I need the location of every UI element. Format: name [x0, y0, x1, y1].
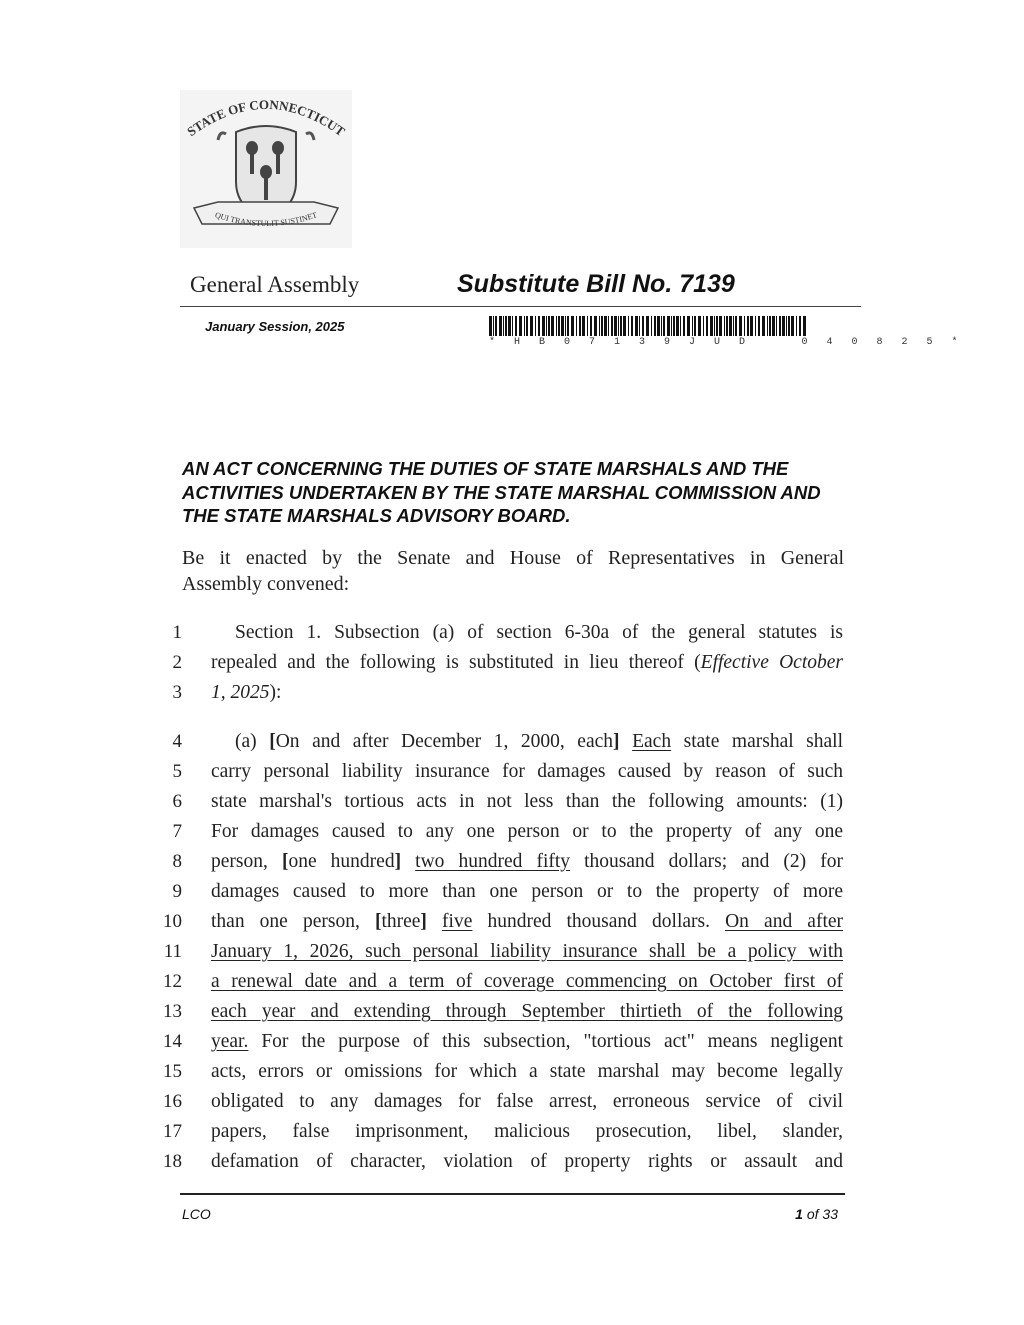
barcode-bar [716, 316, 718, 336]
bill-line [150, 679, 850, 707]
barcode-bar [767, 316, 768, 336]
barcode-bar [788, 316, 790, 336]
barcode-bar [495, 316, 497, 336]
line-number: 7 [172, 821, 182, 842]
line-segment: carry personal liability insurance for damages caused by reason of such [211, 761, 843, 782]
barcode-bar [726, 316, 728, 336]
line-segment: person, [211, 851, 282, 872]
line-number: 4 [172, 731, 182, 752]
line-text [211, 818, 843, 846]
barcode-bar [515, 316, 517, 336]
line-number: 3 [172, 682, 182, 703]
barcode-bar [608, 316, 609, 336]
line-text [211, 1118, 843, 1146]
barcode-bar [779, 316, 781, 336]
line-text [211, 619, 843, 647]
barcode-bar [594, 316, 597, 336]
barcode-bar [631, 316, 633, 336]
barcode-bar [505, 316, 507, 336]
barcode-bar [791, 316, 794, 336]
line-segment [620, 731, 633, 752]
barcode-bar [782, 316, 785, 336]
line-number: 8 [172, 851, 182, 872]
barcode-bar [611, 316, 613, 336]
deletion-bracket: ] [613, 731, 620, 752]
barcode-bar [561, 316, 564, 336]
bill-line [150, 1118, 850, 1146]
line-text [211, 878, 843, 906]
state-seal-icon [180, 90, 352, 248]
line-segment: papers, false imprisonment, malicious prosecution, libel, slander, [211, 1121, 843, 1142]
barcode-bar [796, 316, 797, 336]
line-number: 15 [163, 1061, 182, 1082]
line-segment: thousand dollars; and (2) for [570, 851, 843, 872]
bill-line [150, 1088, 850, 1116]
barcode-bar [635, 316, 638, 336]
line-number: 13 [163, 1001, 182, 1022]
barcode-bar [698, 316, 701, 336]
barcode-bar [519, 316, 522, 336]
barcode-bar [758, 316, 760, 336]
bill-line [150, 619, 850, 647]
barcode-bar [565, 316, 566, 336]
barcode-bar [661, 316, 662, 336]
deletion-bracket: ] [420, 911, 427, 932]
line-segment: For the purpose of this subsection, "tortious act" means negligent [248, 1031, 843, 1052]
line-text [211, 649, 843, 677]
general-assembly-label: General Assembly [190, 272, 360, 297]
barcode-bar [620, 316, 622, 336]
bill-line [150, 788, 850, 816]
barcode-bar [556, 316, 557, 336]
inserted-text: each year and extending through September thirtieth of the following [211, 1001, 843, 1022]
line-number: 18 [163, 1151, 182, 1172]
bill-line [150, 848, 850, 876]
barcode-bar [729, 316, 732, 336]
bill-line [150, 908, 850, 936]
line-segment: ): [269, 682, 282, 703]
inserted-text: Each [632, 731, 672, 752]
line-segment [427, 911, 442, 932]
barcode-bar [551, 316, 554, 336]
bill-line [150, 968, 850, 996]
barcode-text: * H B 0 7 1 3 9 J U D 0 4 0 8 2 5 * [489, 337, 965, 348]
barcode-bar [642, 316, 644, 336]
barcode-bar [733, 316, 734, 336]
enacting-line: Be it enacted by the Senate and House of Representatives in General [182, 547, 844, 569]
page-number [795, 1206, 838, 1222]
line-segment: defamation of character, violation of property rights or assault and [211, 1151, 843, 1172]
effective-date: Effective October [700, 652, 843, 673]
current-page: 1 [795, 1206, 803, 1222]
line-text [211, 1028, 843, 1056]
bill-line [150, 758, 850, 786]
line-text [211, 938, 843, 966]
line-segment: damages caused to more than one person or to the property of more [211, 881, 843, 902]
lco-label: LCO [182, 1206, 211, 1222]
deletion-bracket: [ [281, 851, 289, 872]
line-segment: acts, errors or omissions for which a state marshal may become legally [211, 1061, 843, 1082]
barcode-bar [599, 316, 600, 336]
line-segment: state marshal's tortious acts in not less than the following amounts: (1) [211, 791, 843, 812]
bill-line [150, 878, 850, 906]
barcode-bar [618, 316, 619, 336]
barcode-bar [623, 316, 626, 336]
barcode-bar [489, 316, 492, 336]
barcode-bar [744, 316, 745, 336]
inserted-text: a renewal date and a term of coverage commencing on October first of [211, 971, 843, 992]
barcode-bar [576, 316, 577, 336]
barcode-bar [579, 316, 581, 336]
line-segment: For damages caused to any one person or to the property of any one [211, 821, 843, 842]
barcode-bar [657, 316, 660, 336]
line-number: 6 [172, 791, 182, 812]
bill-line [150, 1058, 850, 1086]
barcode-bar [587, 316, 588, 336]
deletion-bracket: [ [269, 731, 276, 752]
line-number: 12 [163, 971, 182, 992]
barcode-bar [667, 316, 670, 336]
barcode-bar [710, 316, 713, 336]
line-number: 2 [172, 652, 182, 673]
barcode-bar [755, 316, 756, 336]
barcode-bar [538, 316, 540, 336]
inserted-text: On and after [725, 911, 844, 932]
line-segment: hundred thousand dollars. [472, 911, 726, 932]
bill-line [150, 1028, 850, 1056]
bill-line [150, 728, 850, 756]
inserted-text: two hundred fifty [415, 851, 571, 872]
barcode [489, 316, 809, 336]
barcode-bar [651, 316, 652, 336]
svg-text:QUI TRANSTULIT SUSTINET: QUI TRANSTULIT SUSTINET [213, 210, 319, 229]
barcode-bar [567, 316, 569, 336]
line-number: 10 [163, 911, 182, 932]
line-segment: (a) [235, 731, 270, 752]
line-segment: Section 1. Subsection (a) of section 6-30a of the general statutes is [235, 622, 843, 643]
barcode-bar [542, 316, 545, 336]
barcode-bar [680, 316, 681, 336]
barcode-bar [508, 316, 511, 336]
barcode-bar [503, 316, 504, 336]
line-text [211, 758, 843, 786]
barcode-bar [683, 316, 685, 336]
line-text [211, 998, 843, 1026]
barcode-bar [735, 316, 737, 336]
barcode-bar [762, 316, 765, 336]
line-segment [401, 851, 415, 872]
line-text [211, 1088, 843, 1116]
svg-text:STATE OF CONNECTICUT: STATE OF CONNECTICUT [184, 96, 348, 140]
line-text [211, 728, 843, 756]
barcode-bar [548, 316, 550, 336]
barcode-bar [499, 316, 502, 336]
session-label: January Session, 2025 [205, 319, 345, 334]
barcode-bar [530, 316, 533, 336]
barcode-bar [571, 316, 574, 336]
barcode-bar [692, 316, 693, 336]
bill-line [150, 998, 850, 1026]
barcode-bar [512, 316, 513, 336]
bill-line [150, 649, 850, 677]
line-number: 16 [163, 1091, 182, 1112]
line-text [211, 848, 843, 876]
deletion-bracket: [ [374, 911, 382, 932]
barcode-bar [601, 316, 603, 336]
barcode-bar [663, 316, 665, 336]
barcode-bar [772, 316, 775, 336]
barcode-bar [799, 316, 801, 336]
line-segment: one hundred [288, 851, 395, 872]
barcode-bar [526, 316, 528, 336]
effective-date: 1, 2025 [211, 682, 270, 703]
barcode-bar [673, 316, 675, 336]
bill-number: Substitute Bill No. 7139 [457, 270, 735, 298]
line-segment: On and after December 1, 2000, each [275, 731, 614, 752]
barcode-bar [687, 316, 690, 336]
barcode-bar [703, 316, 704, 336]
line-text [211, 908, 843, 936]
bill-line [150, 818, 850, 846]
barcode-bar [582, 316, 585, 336]
line-segment: than one person, [211, 911, 375, 932]
barcode-bar [558, 316, 560, 336]
barcode-bar [706, 316, 708, 336]
line-text [211, 968, 843, 996]
barcode-bar [776, 316, 777, 336]
line-segment: repealed and the following is substituted in lieu thereof ( [211, 652, 701, 673]
barcode-bar [739, 316, 742, 336]
barcode-bar [604, 316, 607, 336]
barcode-bar [803, 316, 806, 336]
line-number: 5 [172, 761, 182, 782]
line-number: 11 [163, 941, 182, 962]
barcode-bar [714, 316, 715, 336]
line-segment: obligated to any damages for false arrest, erroneous service of civil [211, 1091, 843, 1112]
barcode-bar [747, 316, 749, 336]
page-total: of 33 [802, 1206, 838, 1222]
barcode-bar [590, 316, 592, 336]
bill-title: AN ACT CONCERNING THE DUTIES OF STATE MARSHALS AND THE ACTIVITIES UNDERTAKEN BY THE STATE MARSHAL COMMISSION AND THE STATE MARSHALS ADVISORY BOARD. [182, 458, 821, 526]
barcode-bar [694, 316, 696, 336]
line-segment: three [381, 911, 421, 932]
barcode-bar [493, 316, 494, 336]
barcode-bar [719, 316, 722, 336]
bill-line [150, 1148, 850, 1176]
header-divider [180, 306, 861, 307]
barcode-bar [614, 316, 617, 336]
barcode-bar [750, 316, 753, 336]
barcode-bar [524, 316, 525, 336]
barcode-bar [646, 316, 649, 336]
line-text [211, 1058, 843, 1086]
barcode-bar [724, 316, 725, 336]
footer-divider [180, 1193, 845, 1195]
barcode-bar [786, 316, 787, 336]
bill-line [150, 938, 850, 966]
enacting-clause [182, 545, 844, 597]
line-number: 1 [172, 622, 182, 643]
barcode-bar [671, 316, 672, 336]
barcode-bar [654, 316, 656, 336]
inserted-text: year. [211, 1031, 249, 1052]
line-text [211, 788, 843, 816]
barcode-bar [628, 316, 629, 336]
barcode-bar [639, 316, 640, 336]
line-text [211, 1148, 843, 1176]
enacting-line: Assembly convened: [182, 573, 350, 595]
barcode-bar [769, 316, 771, 336]
inserted-text: January 1, 2026, such personal liability insurance shall be a policy with [211, 941, 843, 962]
line-number: 9 [172, 881, 182, 902]
line-segment: state marshal shall [671, 731, 844, 752]
deletion-bracket: ] [394, 851, 402, 872]
barcode-bar [546, 316, 547, 336]
barcode-bar [676, 316, 679, 336]
line-number: 17 [163, 1121, 182, 1142]
barcode-bar [535, 316, 536, 336]
line-number: 14 [163, 1031, 182, 1052]
line-text [211, 679, 843, 707]
inserted-text: five [442, 911, 473, 932]
